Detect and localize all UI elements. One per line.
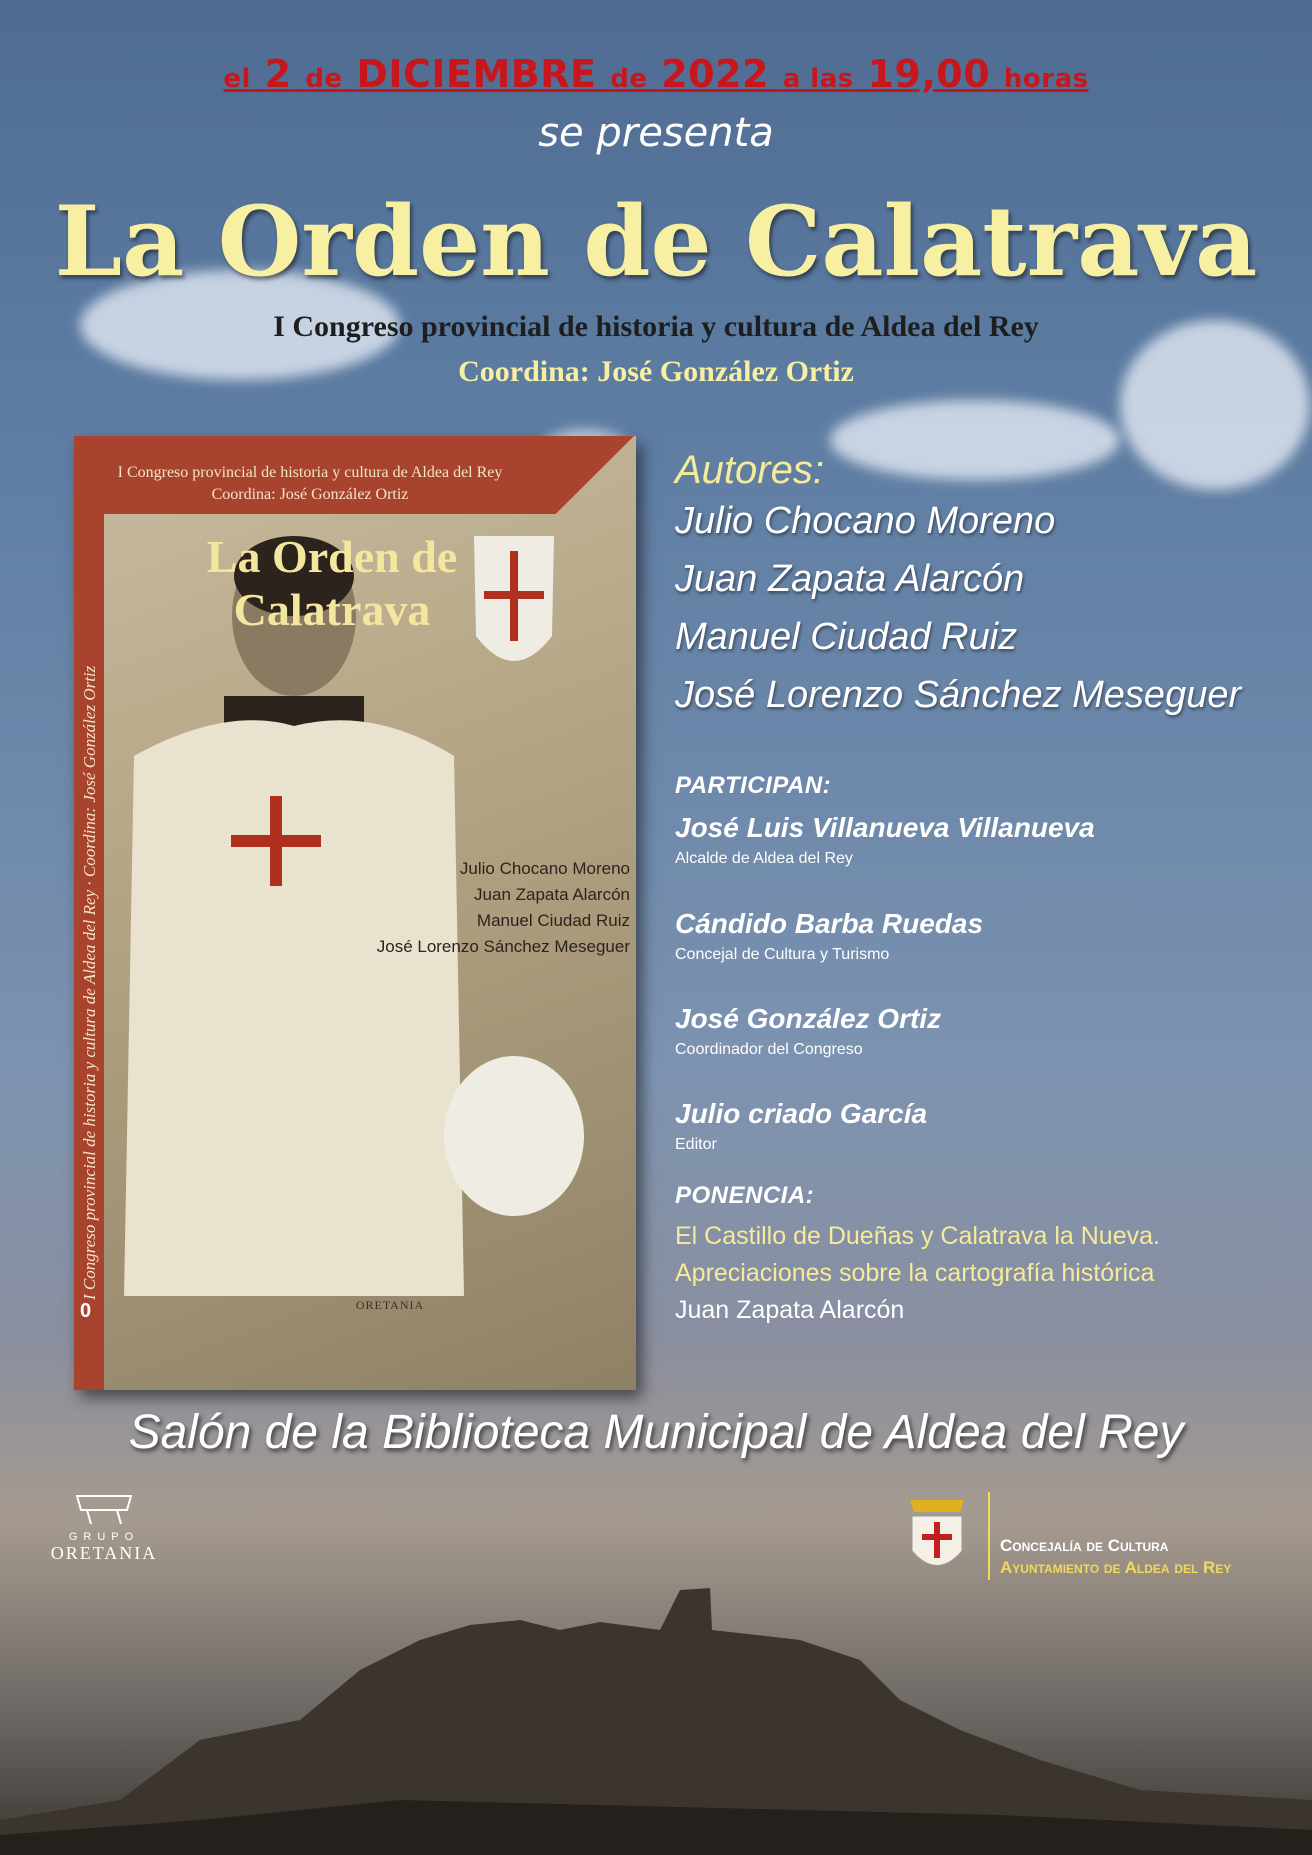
concejalia-text: Concejalía de Cultura: [1000, 1536, 1169, 1555]
book-title: La Orden de Calatrava: [206, 531, 458, 635]
coordina-line: Coordina: José González Ortiz: [458, 355, 854, 388]
oretania-logo: GRUPO ORETANIA: [46, 1492, 162, 1564]
venue: Salón de la Biblioteca Municipal de Aldea del Rey: [128, 1406, 1184, 1459]
participant-name: Cándido Barba Ruedas: [675, 908, 984, 939]
ponencia-title: El Castillo de Dueñas y Calatrava la Nueva.: [675, 1222, 1160, 1250]
participant-name: José Luis Villanueva Villanueva: [675, 812, 1095, 843]
book-number: 0: [80, 1300, 92, 1322]
author-name: Manuel Ciudad Ruiz: [675, 616, 1018, 658]
participant-name: José González Ortiz: [675, 1003, 942, 1034]
author-name: Juan Zapata Alarcón: [675, 558, 1025, 600]
castle-silhouette: [0, 1530, 1312, 1855]
ponencia-heading: PONENCIA:: [675, 1182, 815, 1209]
participant-role: Coordinador del Congreso: [675, 1041, 863, 1058]
author-name: Julio Chocano Moreno: [675, 500, 1056, 542]
book-publisher: ORETANIA: [355, 1298, 425, 1312]
ponencia-author: Juan Zapata Alarcón: [675, 1296, 905, 1324]
congreso-line: I Congreso provincial de historia y cultura de Aldea del Rey: [273, 310, 1039, 343]
coat-of-arms-icon: [904, 1496, 970, 1580]
event-date: el 2 de DICIEMBRE de 2022 a las 19,00 horas: [223, 52, 1089, 96]
participant-name: Julio criado García: [675, 1098, 928, 1129]
participant-role: Alcalde de Aldea del Rey: [675, 850, 853, 867]
cloud: [1120, 320, 1310, 490]
participant-role: Editor: [675, 1136, 717, 1153]
participan-heading: PARTICIPAN:: [675, 772, 832, 799]
cloud: [830, 400, 1120, 480]
subtitle: se presenta: [538, 110, 774, 156]
book-spine-text: I Congreso provincial de historia y cultura de Aldea del Rey · Coordina: José González Ortiz: [80, 665, 99, 1300]
book-authors: Julio Chocano Moreno Juan Zapata Alarcón Manuel Ciudad Ruiz José Lorenzo Sánchez Meseguer: [376, 859, 630, 956]
ponencia-subtitle: Apreciaciones sobre la cartografía histórica: [675, 1259, 1155, 1287]
book-band-text: I Congreso provincial de historia y cultura de Aldea del Rey Coordina: José González Ortiz: [117, 464, 503, 503]
divider: [988, 1492, 990, 1580]
page-title: La Orden de Calatrava: [54, 185, 1258, 298]
autores-heading: Autores:: [675, 448, 824, 492]
book-stack-icon: [69, 1492, 139, 1526]
author-name: José Lorenzo Sánchez Meseguer: [675, 674, 1242, 716]
ayuntamiento-text: Ayuntamiento de Aldea del Rey: [1000, 1558, 1232, 1577]
participant-role: Concejal de Cultura y Turismo: [675, 946, 890, 963]
